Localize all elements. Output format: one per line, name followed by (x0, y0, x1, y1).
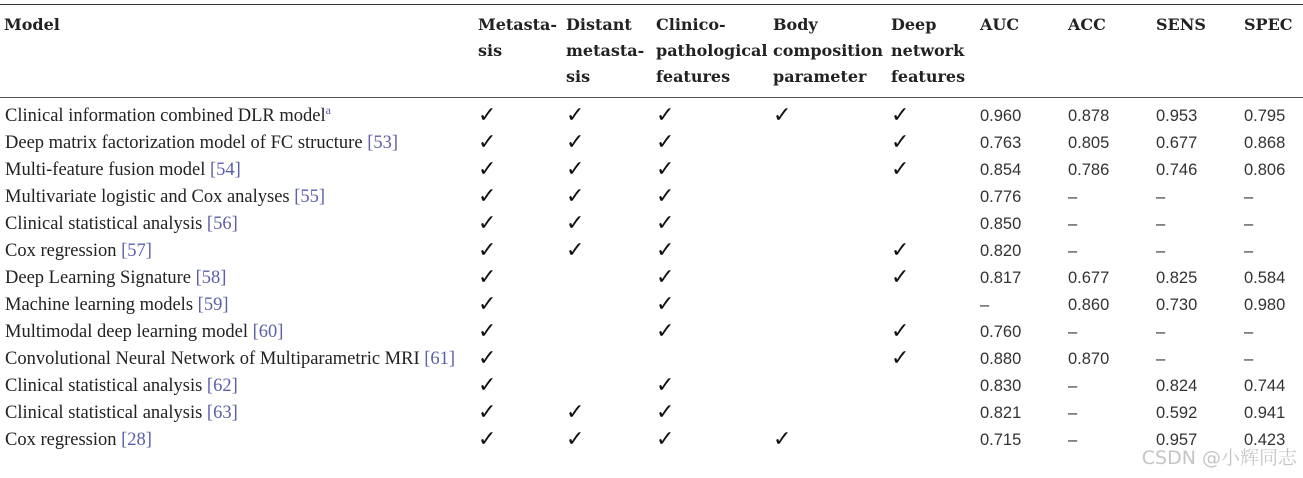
table-row (0, 292, 1303, 319)
checkmark-icon: ✓ (656, 184, 675, 209)
flag-cell-distant-metastasis (562, 292, 652, 319)
header-spec: SPEC (1244, 15, 1293, 34)
acc-value: – (1068, 323, 1078, 341)
sens-value: – (1156, 215, 1166, 233)
model-name: Deep Learning Signature (5, 268, 196, 288)
flag-cell-distant-metastasis (562, 265, 652, 292)
citation-link[interactable]: [62] (206, 376, 238, 396)
checkmark-icon: ✓ (566, 238, 585, 263)
model-name: Cox regression (5, 430, 122, 450)
flag-cell-body-composition (769, 319, 887, 346)
sens-value: 0.677 (1156, 134, 1198, 152)
acc-value: – (1068, 215, 1078, 233)
checkmark-icon: ✓ (656, 238, 675, 263)
spec-value: – (1244, 242, 1254, 260)
checkmark-icon: ✓ (656, 373, 675, 398)
auc-value: 0.830 (980, 377, 1022, 395)
model-name: Clinical information combined DLR model (5, 106, 326, 126)
model-cell (0, 319, 474, 346)
flag-cell-distant-metastasis (562, 211, 652, 238)
flag-cell-metastasis (474, 130, 562, 157)
checkmark-icon: ✓ (656, 292, 675, 317)
flag-cell-body-composition (769, 346, 887, 373)
spec-value: 0.806 (1244, 161, 1286, 179)
checkmark-icon: ✓ (478, 130, 497, 155)
acc-value: – (1068, 377, 1078, 395)
header-auc: AUC (980, 15, 1020, 34)
flag-cell-metastasis (474, 238, 562, 265)
model-name: Clinical statistical analysis (5, 376, 207, 396)
citation-link[interactable]: [57] (121, 241, 152, 261)
acc-value: 0.870 (1068, 350, 1110, 368)
model-name: Machine learning models (5, 295, 198, 315)
auc-value: 0.776 (980, 188, 1022, 206)
checkmark-icon: ✓ (891, 319, 910, 344)
checkmark-icon: ✓ (566, 400, 585, 425)
flag-cell-metastasis (474, 184, 562, 211)
auc-value: 0.821 (980, 404, 1022, 422)
checkmark-icon: ✓ (566, 157, 585, 182)
checkmark-icon: ✓ (656, 157, 675, 182)
checkmark-icon: ✓ (891, 157, 910, 182)
model-cell (0, 400, 474, 427)
flag-cell-deep-network (887, 346, 976, 373)
acc-value: 0.860 (1068, 296, 1110, 314)
citation-link[interactable]: [53] (367, 133, 399, 153)
checkmark-icon: ✓ (656, 211, 675, 236)
auc-value: 0.960 (980, 107, 1022, 125)
header-sens: SENS (1156, 15, 1206, 34)
acc-value: 0.786 (1068, 161, 1110, 179)
model-cell (0, 98, 474, 131)
sens-value: 0.953 (1156, 107, 1198, 125)
checkmark-icon: ✓ (478, 427, 497, 452)
spec-value: 0.980 (1244, 296, 1286, 314)
flag-cell-metastasis (474, 400, 562, 427)
spec-value: 0.423 (1244, 431, 1286, 449)
acc-value: – (1068, 404, 1078, 422)
table-row (0, 265, 1303, 292)
checkmark-icon: ✓ (566, 103, 585, 128)
flag-cell-deep-network (887, 98, 976, 131)
model-cell (0, 211, 474, 238)
auc-value: 0.763 (980, 134, 1022, 152)
table-row (0, 238, 1303, 265)
auc-value: 0.820 (980, 242, 1022, 260)
checkmark-icon: ✓ (891, 130, 910, 155)
flag-cell-body-composition (769, 211, 887, 238)
header-distant-metastasis: Distant metasta- sis (566, 15, 645, 86)
acc-value: – (1068, 242, 1078, 260)
checkmark-icon: ✓ (656, 265, 675, 290)
table-row (0, 184, 1303, 211)
acc-value: – (1068, 431, 1078, 449)
checkmark-icon: ✓ (656, 103, 675, 128)
header-metastasis: Metasta- sis (478, 15, 558, 60)
citation-link[interactable]: [61] (424, 349, 456, 369)
sens-value: 0.730 (1156, 296, 1198, 314)
table-row (0, 427, 1303, 454)
flag-cell-distant-metastasis (562, 184, 652, 211)
flag-cell-body-composition (769, 427, 887, 454)
header-body-composition-parameter: Body composition parameter (773, 15, 884, 86)
citation-link[interactable]: [28] (121, 430, 152, 450)
checkmark-icon: ✓ (478, 238, 497, 263)
checkmark-icon: ✓ (891, 265, 910, 290)
flag-cell-deep-network (887, 157, 976, 184)
flag-cell-clinicopathological (652, 211, 769, 238)
table-row (0, 157, 1303, 184)
citation-link[interactable]: [55] (294, 187, 326, 207)
flag-cell-clinicopathological (652, 427, 769, 454)
checkmark-icon: ✓ (478, 265, 497, 290)
spec-value: – (1244, 350, 1254, 368)
table-row (0, 346, 1303, 373)
flag-cell-deep-network (887, 319, 976, 346)
flag-cell-clinicopathological (652, 130, 769, 157)
model-name: Deep matrix factorization model of FC structure (5, 133, 368, 153)
checkmark-icon: ✓ (891, 103, 910, 128)
flag-cell-metastasis (474, 427, 562, 454)
flag-cell-distant-metastasis (562, 346, 652, 373)
flag-cell-deep-network (887, 265, 976, 292)
model-cell (0, 130, 474, 157)
flag-cell-body-composition (769, 98, 887, 131)
flag-cell-metastasis (474, 265, 562, 292)
model-name: Multimodal deep learning model (5, 322, 253, 342)
flag-cell-deep-network (887, 211, 976, 238)
checkmark-icon: ✓ (773, 103, 792, 128)
citation-link[interactable]: [56] (206, 214, 238, 234)
checkmark-icon: ✓ (566, 130, 585, 155)
acc-value: 0.805 (1068, 134, 1110, 152)
flag-cell-clinicopathological (652, 373, 769, 400)
sens-value: 0.746 (1156, 161, 1198, 179)
model-name: Clinical statistical analysis (5, 214, 207, 234)
checkmark-icon: ✓ (478, 103, 497, 128)
spec-value: – (1244, 323, 1254, 341)
sens-value: 0.824 (1156, 377, 1198, 395)
flag-cell-clinicopathological (652, 400, 769, 427)
flag-cell-clinicopathological (652, 157, 769, 184)
model-cell (0, 427, 474, 454)
footnote-marker: a (325, 102, 331, 117)
checkmark-icon: ✓ (891, 238, 910, 263)
auc-value: 0.850 (980, 215, 1022, 233)
flag-cell-distant-metastasis (562, 427, 652, 454)
checkmark-icon: ✓ (478, 157, 497, 182)
auc-value: 0.715 (980, 431, 1022, 449)
auc-value: 0.880 (980, 350, 1022, 368)
flag-cell-body-composition (769, 238, 887, 265)
acc-value: 0.677 (1068, 269, 1110, 287)
flag-cell-body-composition (769, 184, 887, 211)
checkmark-icon: ✓ (656, 427, 675, 452)
sens-value: – (1156, 242, 1166, 260)
checkmark-icon: ✓ (656, 130, 675, 155)
table-row (0, 373, 1303, 400)
sens-value: – (1156, 188, 1166, 206)
flag-cell-deep-network (887, 184, 976, 211)
sens-value: – (1156, 323, 1166, 341)
comparison-table (0, 4, 1303, 454)
model-name: Multi-feature fusion model (5, 160, 210, 180)
flag-cell-deep-network (887, 400, 976, 427)
checkmark-icon: ✓ (566, 184, 585, 209)
acc-value: 0.878 (1068, 107, 1110, 125)
flag-cell-clinicopathological (652, 184, 769, 211)
auc-value: 0.760 (980, 323, 1022, 341)
model-name: Multivariate logistic and Cox analyses (5, 187, 295, 207)
flag-cell-clinicopathological (652, 346, 769, 373)
spec-value: 0.795 (1244, 107, 1286, 125)
flag-cell-distant-metastasis (562, 400, 652, 427)
checkmark-icon: ✓ (891, 346, 910, 371)
header-row (0, 5, 1303, 98)
flag-cell-metastasis (474, 373, 562, 400)
model-cell (0, 184, 474, 211)
flag-cell-distant-metastasis (562, 98, 652, 131)
table-row (0, 98, 1303, 131)
flag-cell-deep-network (887, 292, 976, 319)
checkmark-icon: ✓ (566, 211, 585, 236)
model-cell (0, 373, 474, 400)
flag-cell-deep-network (887, 130, 976, 157)
flag-cell-metastasis (474, 292, 562, 319)
flag-cell-clinicopathological (652, 98, 769, 131)
spec-value: – (1244, 188, 1254, 206)
citation-link[interactable]: [63] (206, 403, 238, 423)
checkmark-icon: ✓ (478, 292, 497, 317)
citation-link[interactable]: [54] (210, 160, 241, 180)
checkmark-icon: ✓ (566, 427, 585, 452)
checkmark-icon: ✓ (478, 400, 497, 425)
model-cell (0, 265, 474, 292)
model-cell (0, 292, 474, 319)
flag-cell-body-composition (769, 373, 887, 400)
acc-value: – (1068, 188, 1078, 206)
citation-link[interactable]: [58] (195, 268, 227, 288)
checkmark-icon: ✓ (478, 346, 497, 371)
table-body (0, 98, 1303, 455)
sens-value: 0.825 (1156, 269, 1198, 287)
header-deep-network-features: Deep network features (891, 15, 966, 86)
flag-cell-body-composition (769, 292, 887, 319)
model-cell (0, 238, 474, 265)
table-row (0, 400, 1303, 427)
checkmark-icon: ✓ (656, 400, 675, 425)
flag-cell-clinicopathological (652, 292, 769, 319)
table-row (0, 211, 1303, 238)
spec-value: 0.941 (1244, 404, 1286, 422)
flag-cell-body-composition (769, 265, 887, 292)
auc-value: – (980, 296, 990, 314)
flag-cell-distant-metastasis (562, 373, 652, 400)
flag-cell-metastasis (474, 346, 562, 373)
sens-value: 0.957 (1156, 431, 1198, 449)
model-name: Clinical statistical analysis (5, 403, 207, 423)
checkmark-icon: ✓ (478, 184, 497, 209)
flag-cell-body-composition (769, 400, 887, 427)
table-row (0, 319, 1303, 346)
flag-cell-deep-network (887, 238, 976, 265)
header-model: Model (4, 15, 60, 34)
flag-cell-distant-metastasis (562, 157, 652, 184)
model-name: Cox regression (5, 241, 122, 261)
flag-cell-metastasis (474, 319, 562, 346)
auc-value: 0.854 (980, 161, 1022, 179)
model-cell (0, 346, 474, 373)
spec-value: 0.868 (1244, 134, 1286, 152)
table-row (0, 130, 1303, 157)
flag-cell-distant-metastasis (562, 238, 652, 265)
flag-cell-metastasis (474, 211, 562, 238)
header-clinicopathological-features: Clinico- pathological features (656, 15, 768, 86)
flag-cell-deep-network (887, 373, 976, 400)
model-cell (0, 157, 474, 184)
watermark: CSDN @小辉同志 (1141, 447, 1297, 469)
checkmark-icon: ✓ (478, 319, 497, 344)
flag-cell-metastasis (474, 157, 562, 184)
flag-cell-distant-metastasis (562, 319, 652, 346)
model-name: Convolutional Neural Network of Multiparametric MRI (5, 349, 425, 369)
spec-value: – (1244, 215, 1254, 233)
flag-cell-clinicopathological (652, 238, 769, 265)
flag-cell-clinicopathological (652, 265, 769, 292)
checkmark-icon: ✓ (478, 211, 497, 236)
citation-link[interactable]: [60] (252, 322, 284, 342)
checkmark-icon: ✓ (656, 319, 675, 344)
spec-value: 0.584 (1244, 269, 1286, 287)
checkmark-icon: ✓ (773, 427, 792, 452)
header-acc: ACC (1068, 15, 1106, 34)
auc-value: 0.817 (980, 269, 1022, 287)
flag-cell-body-composition (769, 130, 887, 157)
flag-cell-metastasis (474, 98, 562, 131)
sens-value: – (1156, 350, 1166, 368)
flag-cell-clinicopathological (652, 319, 769, 346)
citation-link[interactable]: [59] (197, 295, 229, 315)
spec-value: 0.744 (1244, 377, 1286, 395)
flag-cell-body-composition (769, 157, 887, 184)
flag-cell-deep-network (887, 427, 976, 454)
sens-value: 0.592 (1156, 404, 1198, 422)
checkmark-icon: ✓ (478, 373, 497, 398)
flag-cell-distant-metastasis (562, 130, 652, 157)
